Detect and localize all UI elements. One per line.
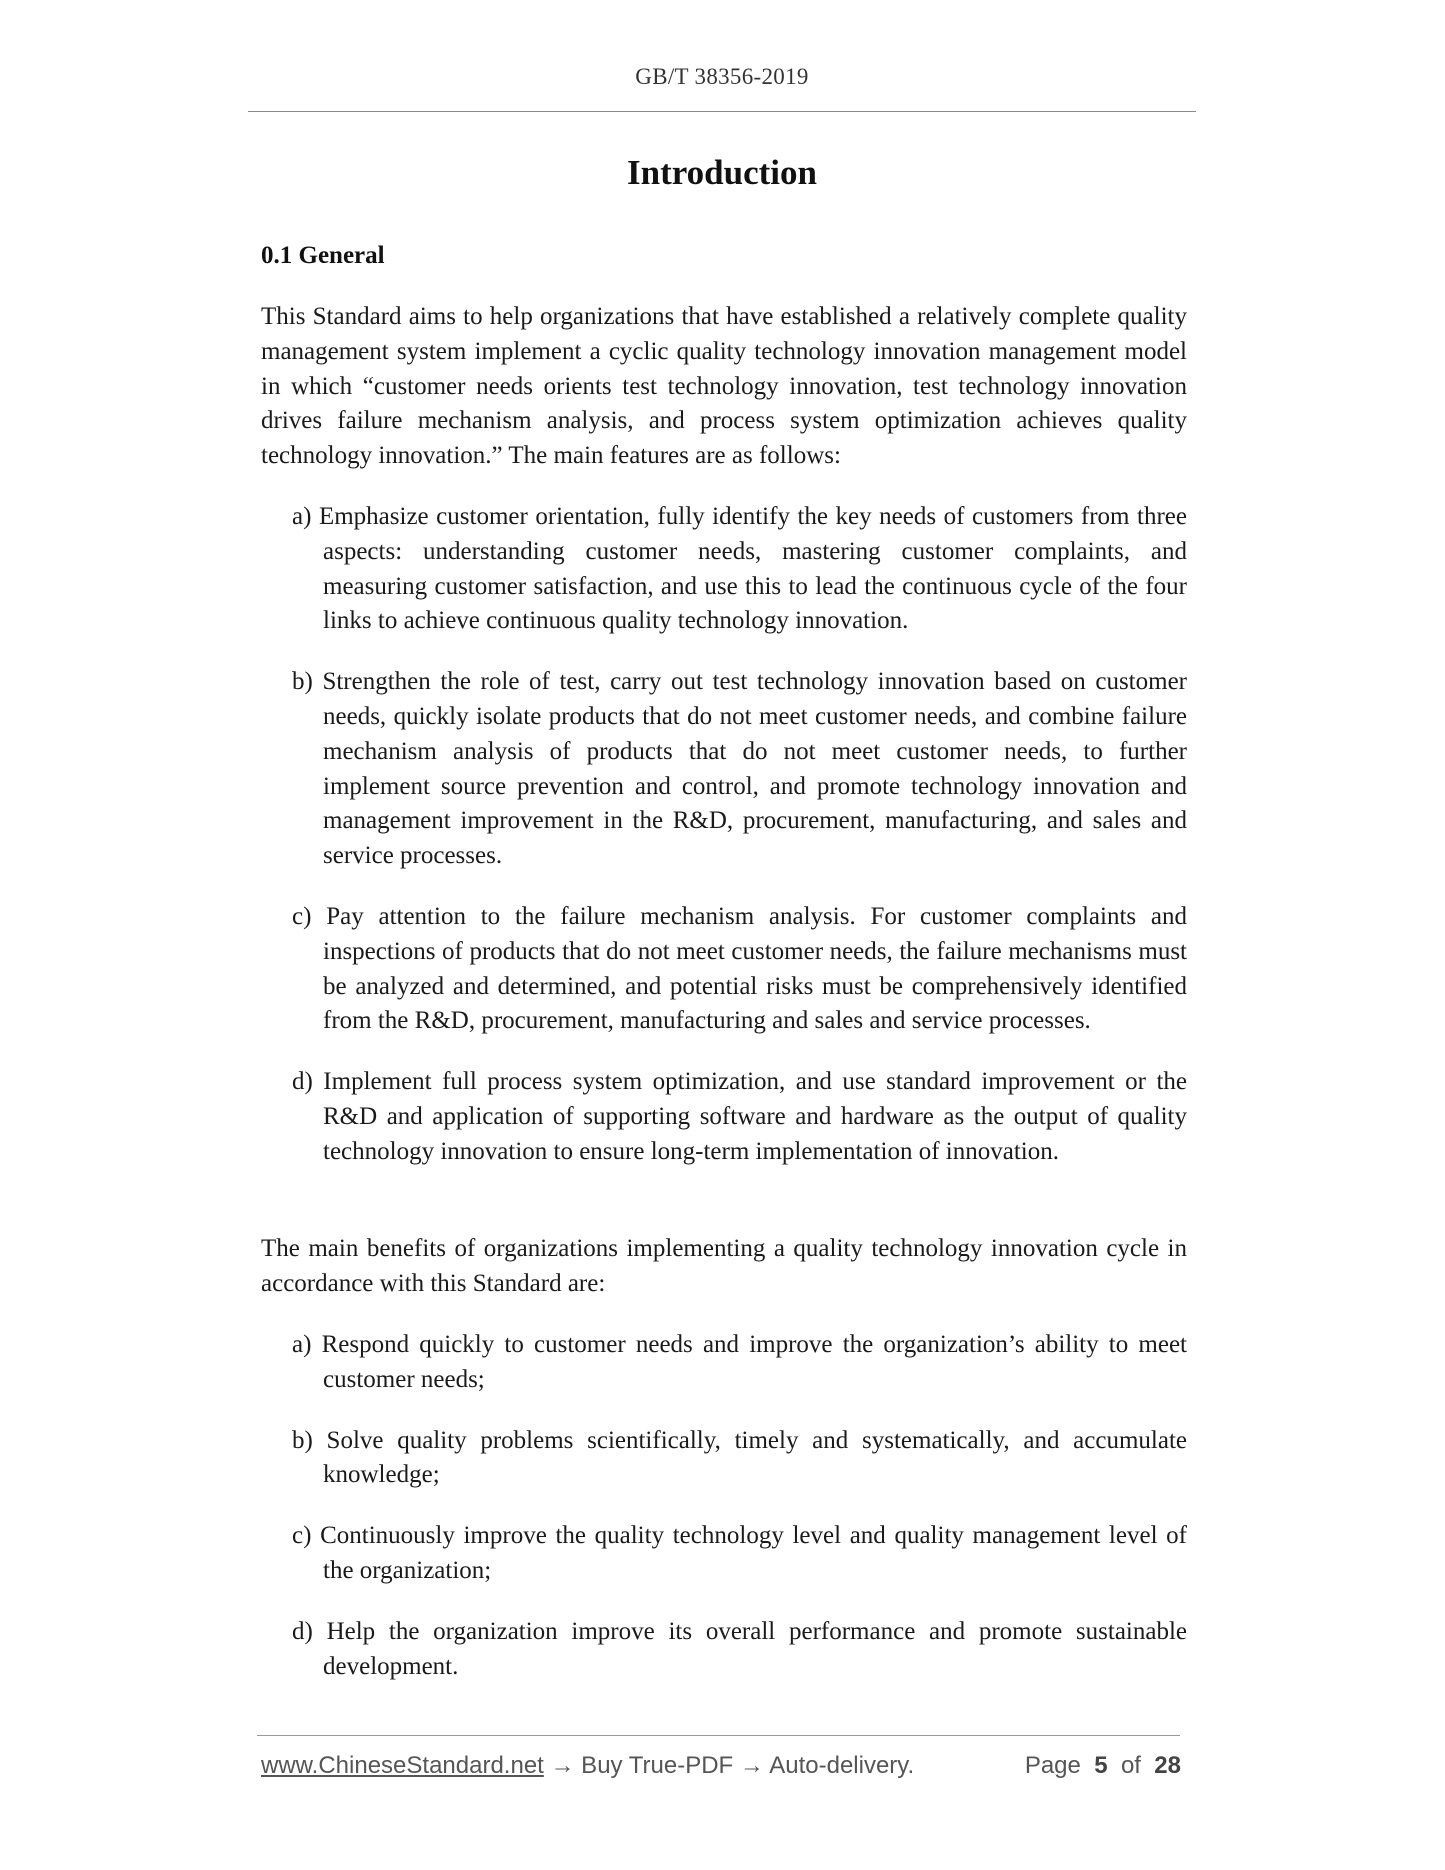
feature-item-d: d) Implement full process system optimization, and use standard improvement or the R&D and application of supporting software and hardware as the output of quality technology innovation to ensure long-term implementation of innovation. <box>292 1068 1187 1165</box>
feature-item-b: b) Strengthen the role of test, carry out test technology innovation based on customer needs, quickly isolate products that do not meet customer needs, and combine failure mechanism analysis of products that do not meet customer needs, to further implement source prevention and control, and promote technology innovation and management improvement in the R&D, procurement, manufacturing, and sales and service processes. <box>292 668 1187 870</box>
benefits-intro-paragraph: The main benefits of organizations implementing a quality technology innovation cycle in accordance with this Standard are: <box>261 1235 1187 1297</box>
features-list <box>261 500 1187 1170</box>
benefit-item-a: a) Respond quickly to customer needs and improve the organization’s ability to meet customer needs; <box>292 1331 1187 1393</box>
page-label: Page <box>1024 1752 1081 1779</box>
page-current: 5 <box>1094 1752 1108 1779</box>
benefits-list <box>261 1328 1187 1710</box>
page-counter <box>1025 1752 1181 1780</box>
website-link[interactable]: www.ChineseStandard.net <box>261 1752 544 1779</box>
page-title: Introduction <box>627 153 817 192</box>
header-divider <box>248 111 1196 112</box>
footer-promo-text: → Buy True-PDF → Auto-delivery. <box>543 1752 915 1779</box>
feature-item-a: a) Emphasize customer orientation, fully identify the key needs of customers from three aspects: understanding customer needs, mastering customer complaints, and measuring customer satisfaction, and use this to lead the continuous cycle of the four links to achieve continuous quality technology innovation. <box>292 503 1187 635</box>
document-header: GB/T 38356-2019 <box>635 64 809 89</box>
benefit-item-d: d) Help the organization improve its overall performance and promote sustainable development. <box>292 1617 1187 1680</box>
of-label: of <box>1120 1752 1141 1779</box>
footer-promo <box>261 1752 914 1780</box>
benefit-item-c: c) Continuously improve the quality technology level and quality management level of the organization; <box>292 1522 1187 1584</box>
benefit-item-b: b) Solve quality problems scientifically, timely and systematically, and accumulate knowledge; <box>292 1426 1187 1489</box>
section-heading: 0.1 General <box>261 242 385 269</box>
feature-item-c: c) Pay attention to the failure mechanism analysis. For customer complaints and inspections of products that do not meet customer needs, the failure mechanisms must be analyzed and determined, and potential risks must be comprehensively identified from the R&D, procurement, manufacturing and sales and service processes. <box>292 902 1187 1035</box>
footer-divider <box>257 1735 1180 1736</box>
page-total: 28 <box>1154 1752 1181 1779</box>
intro-paragraph: This Standard aims to help organizations that have established a relatively complete quality management system implement a cyclic quality technology innovation management model in which “customer needs orients test technology innovation, test technology innovation drives failure mechanism analysis, and process system optimization achieves quality technology innovation.” The main features are as follows: <box>261 303 1187 470</box>
